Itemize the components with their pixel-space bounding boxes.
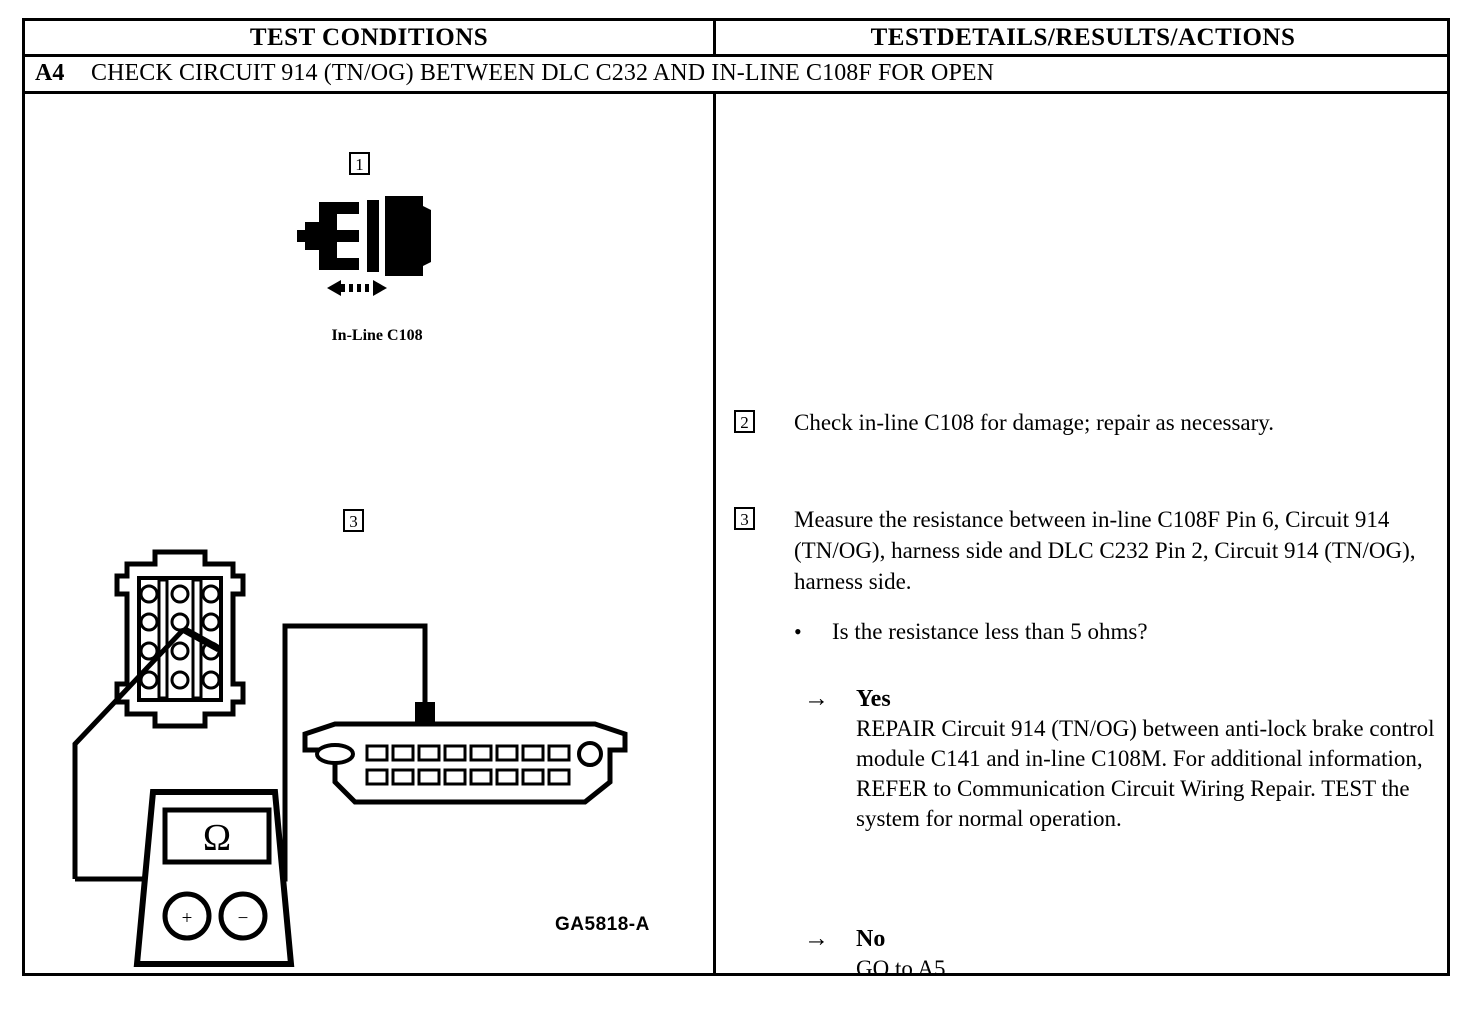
test-details-column [716, 94, 1450, 981]
step-text-3: Measure the resistance between in-line C108F Pin 6, Circuit 914 (TN/OG), harness side and DLC C232 Pin 2, Circuit 914 (TN/OG), harness side. [794, 507, 1416, 594]
answer-label-no: No [856, 926, 886, 952]
test-step-table [22, 18, 1450, 981]
question-text: Is the resistance less than 5 ohms? [832, 619, 1148, 644]
arrow-icon-no: → [804, 925, 829, 952]
answer-label-yes: Yes [856, 686, 891, 712]
answer-body-no: GO to A5. [856, 956, 952, 981]
ohmmeter-icon [137, 792, 291, 964]
test-conditions-column [25, 94, 713, 973]
header-test-conditions: TEST CONDITIONS [249, 24, 489, 51]
table-body [25, 94, 1447, 981]
bullet-icon: • [794, 619, 802, 644]
callout-1: 1 [349, 152, 370, 175]
dlc-connector-icon [305, 724, 625, 802]
table-header-row [25, 21, 1447, 57]
callout-3: 3 [343, 509, 364, 532]
svg-text:Ω: Ω [202, 817, 232, 859]
step-number-2: 2 [734, 410, 755, 433]
step-title-row [25, 57, 1447, 94]
inline-connector-icon [297, 184, 457, 314]
figure-code: GA5818-A [555, 914, 650, 935]
svg-text:+: + [181, 908, 193, 929]
step-id: A4 [35, 60, 65, 86]
step-title-text: CHECK CIRCUIT 914 (TN/OG) BETWEEN DLC C232 AND IN-LINE C108F FOR OPEN [91, 60, 995, 86]
svg-text:−: − [237, 908, 249, 929]
step-text-2: Check in-line C108 for damage; repair as necessary. [794, 410, 1275, 435]
inline-connector-caption: In-Line C108 [331, 327, 423, 344]
header-test-details: TESTDETAILS/RESULTS/ACTIONS [870, 24, 1296, 51]
arrow-icon-yes: → [804, 685, 829, 712]
harness-connector-icon [117, 552, 243, 726]
answer-body-yes: REPAIR Circuit 914 (TN/OG) between anti-lock brake control module C141 and in-line C108M. For additional information, REFER to Communication Circuit Wiring Repair. TEST the system for normal operation. [856, 716, 1435, 831]
step-number-3: 3 [734, 507, 755, 530]
